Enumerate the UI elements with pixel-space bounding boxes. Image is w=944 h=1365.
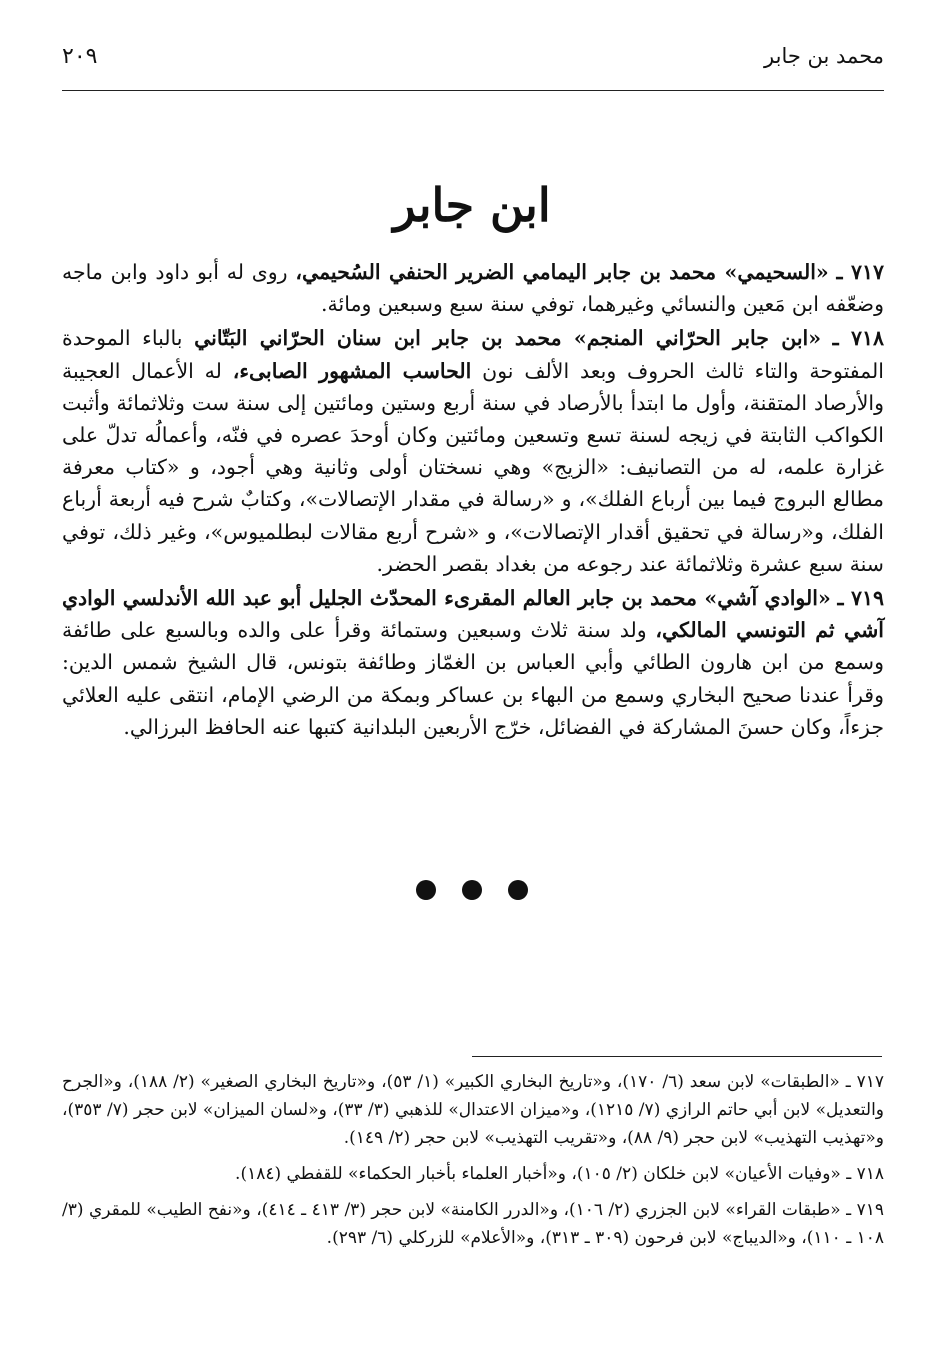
separator-dot — [416, 880, 436, 900]
footnote-719: ٧١٩ ـ «طبقات القراء» لابن الجزري (٢/ ١٠٦)، و«الدرر الكامنة» لابن حجر (٣/ ٤١٣ ـ ٤١٤)، و«نفح الطيب» للمقري (٣/ ١٠٨ ـ ١١٠)، و«الديباج» لابن فرحون (٣٠٩ ـ ٣١٣)، و«الأعلام» للزركلي (٦/ ٢٩٣). — [62, 1200, 884, 1248]
separator-dot — [508, 880, 528, 900]
entry-bold-phrase: الحاسب المشهور الصابىء، — [232, 358, 472, 383]
entry-719 — [62, 582, 884, 743]
entry-number: ٧١٩ ـ — [837, 586, 884, 611]
entry-text: ولد سنة ثلاث وسبعين وستمائة وقرأ على والده وبالسبع على طائفة وسمع من ابن هارون الطائي وأبي العباس بن الغمّاز وطائفة بتونس، قال الشيخ شمس الدين: وقرأ عندنا صحيح البخاري وسمع من البهاء بن عساكر وبمكة من الرضي الإمام، انتقى عليه العلائي جزءاً، وكان حسنَ المشاركة في الفضائل، خرّج الأربعين البلدانية كتبها عنه الحافظ البرزالي. — [62, 618, 884, 739]
section-separator — [0, 880, 944, 900]
entry-text: بالباء الموحدة المفتوحة والتاء ثالث الحروف وبعد الألف نون — [62, 326, 884, 383]
entry-heading: «ابن جابر الحرّاني المنجم» محمد بن جابر ابن سنان الحرّاني البَتّاني — [194, 326, 822, 351]
entry-717 — [62, 256, 884, 320]
footnote-rule — [472, 1056, 882, 1057]
separator-dot — [462, 880, 482, 900]
footnote-718: ٧١٨ ـ «وفيات الأعيان» لابن خلكان (٢/ ١٠٥)، و«أخبار العلماء بأخبار الحكماء» للقفطي (١٨٤). — [235, 1164, 884, 1184]
entry-text: روى له أبو داود وابن ماجه وضعّفه ابن مَعين والنسائي وغيرهما، توفي سنة سبع وسبعين ومائة. — [62, 260, 884, 317]
page-number: ٢٠٩ — [62, 44, 98, 69]
footnotes — [62, 1068, 884, 1260]
entry-number: ٧١٧ ـ — [836, 260, 884, 284]
footnote-717: ٧١٧ ـ «الطبقات» لابن سعد (٦/ ١٧٠)، و«تاريخ البخاري الكبير» (١/ ٥٣)، و«تاريخ البخاري الصغير» (٢/ ١٨٨)، و«الجرح والتعديل» لابن أبي حاتم الرازي (٧/ ١٢١٥)، و«ميزان الاعتدال» للذهبي (٣/ ٣٣)، و«لسان الميزان» لابن حجر (٧/ ٣٥٣)، و«تهذيب التهذيب» لابن حجر (٩/ ٨٨)، و«تقريب التهذيب» لابن حجر (٢/ ١٤٩). — [62, 1072, 885, 1148]
entry-heading: «السحيمي» محمد بن جابر اليمامي الضرير الحنفي السُحيمي، — [295, 260, 829, 284]
chapter-title: ابن جابر — [393, 178, 551, 232]
entry-718 — [62, 322, 884, 580]
entry-heading: «الوادي آشي» محمد بن جابر العالم المقرىء المحدّث الجليل أبو عبد الله الأندلسي الوادي آشي ثم التونسي المالكي، — [62, 586, 884, 643]
entry-text-continued: له الأعمال العجيبة والأرصاد المتقنة، وأول ما ابتدأ بالأرصاد في سنة أربع وستين ومائتين إلى سنة ست وثلاثمائة وأثبت الكواكب الثابتة في زيجه لسنة تسع وتسعين ومائتين وكان أوحدَ عصره في فنّه، وأعمالُه تدلّ على غزارة علمه، له من التصانيف: «الزيج» وهي نسختان أولى وثانية وهي أجود، و «كتاب معرفة مطالع البروج فيما بين أرباع الفلك»، و «رسالة في مقدار الإتصالات»، وكتابٌ شرح فيه أربعة أرباع الفلك، و«رسالة في تحقيق أقدار الإتصالات»، و «شرح أربع مقالات لبطلميوس»، وغير ذلك، توفي سنة سبع عشرة وثلاثمائة عند رجوعه من بغداد بقصر الحضر. — [62, 358, 884, 576]
main-text — [62, 256, 884, 745]
entry-number: ٧١٨ ـ — [832, 326, 884, 351]
running-head: محمد بن جابر — [764, 44, 884, 68]
page-header — [62, 36, 884, 91]
